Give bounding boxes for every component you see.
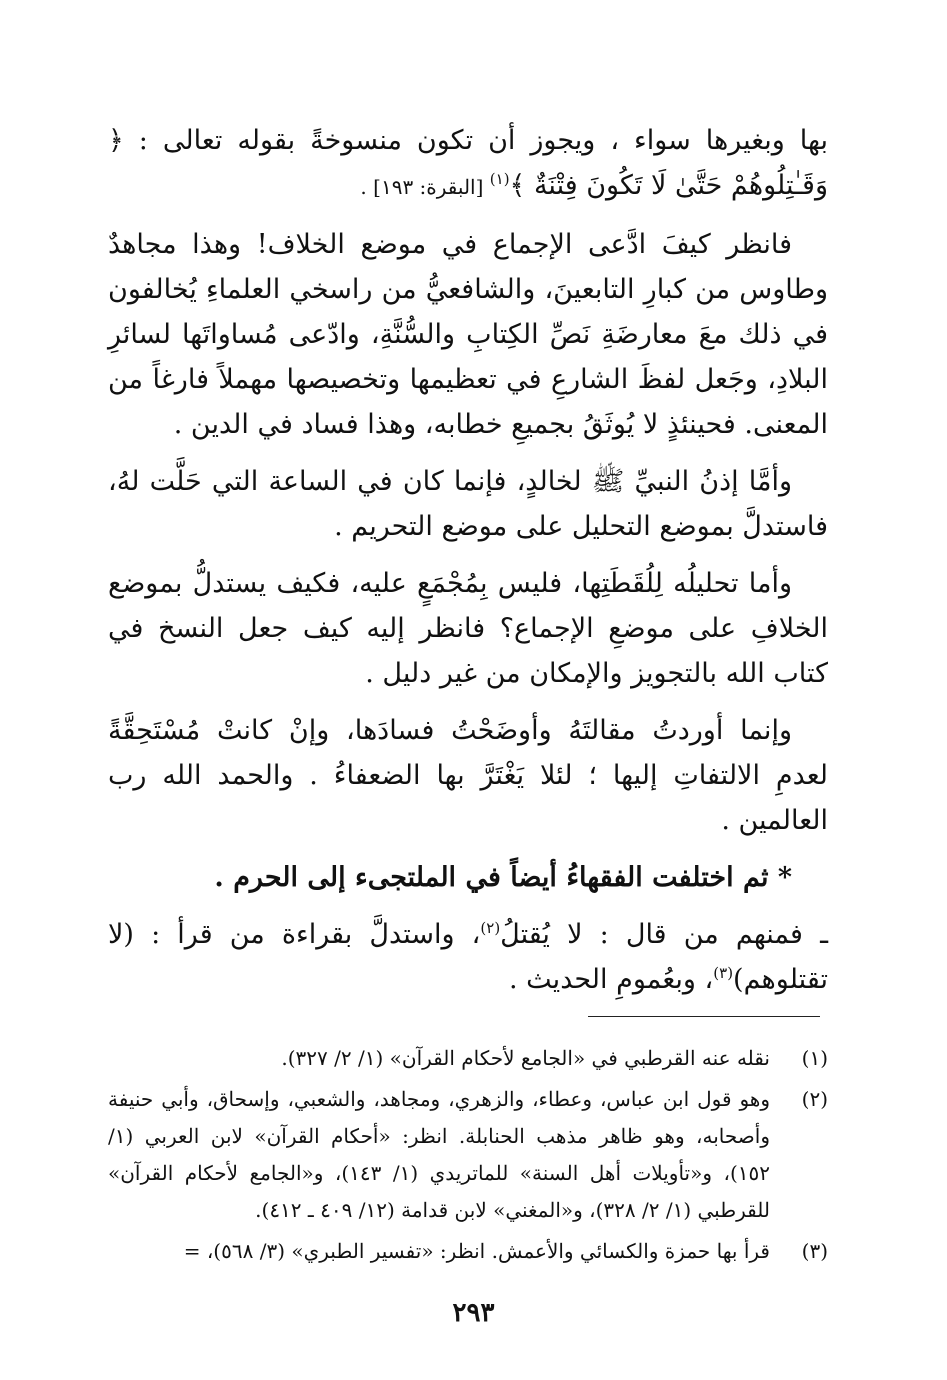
paragraph-2: فانظر كيفَ ادَّعى الإجماع في موضع الخلاف! وهذا مجاهدٌ وطاوس من كبارِ التابعينَ، والشافعيُّ من راسخي العلماءِ يُخالفون في ذلك معَ معارضَةِ نَصِّ الكِتابِ والسُّنَّةِ، وادّعى مُساواتَها لسائرِ البلادِ، وجَعل لفظَ الشارعِ في تعظيمها وتخصيصها مهملاً فارغاً من المعنى. فحينئذٍ لا يُوثَقُ بجميعِ خطابه، وهذا فساد في الدين . [108,229,828,440]
paragraph-5: وإنما أوردتُ مقالتَهُ وأوضَحْتُ فسادَها، وإنْ كانتْ مُسْتَحِقَّةً لعدمِ الالتفاتِ إليها ؛ لئلا يَغْتَرَّ بها الضعفاءُ . والحمد الله رب العالمين . [108,715,828,836]
footnote-3-number: (٣) [801,1239,828,1263]
footnote-1-text: نقله عنه القرطبي في «الجامع لأحكام القرآن» (١/ ٢/ ٣٢٧). [281,1046,770,1070]
footnote-marker-2: (٢) [480,919,501,937]
footnotes [108,1040,828,1274]
paragraph-6-middle: ، واستدلَّ بقراءة من قرأ : (لا تقتلوهم) [108,919,828,995]
quran-reference: [البقرة: ١٩٣] . [360,175,490,199]
footnote-2-text: وهو قول ابن عباس، وعطاء، والزهري، ومجاهد، والشعبي، وإسحاق، وأبي حنيفة وأصحابه، وهو ظاهر مذهب الحنابلة. انظر: «أحكام القرآن» لابن العربي (١/ ١٥٢)، و«تأويلات أهل السنة» للماتريدي (١/ ١٤٣)، و«الجامع لأحكام القرآن» للقرطبي (١/ ٢/ ٣٢٨)، و«المغني» لابن قدامة (١٢/ ٤٠٩ ـ ٤١٢). [108,1087,770,1222]
footnote-marker-1: (١) [489,170,510,188]
paragraph-1-text: بها وبغيرها سواء ، ويجوز أن تكون منسوخةً بقوله تعالى : ﴿ وَقَـٰتِلُوهُمْ حَتَّىٰ لَا تَكُونَ فِتْنَةٌ ﴾ [108,125,828,201]
paragraph-6-end: ، وبعُمومِ الحديث . [509,964,714,995]
paragraph-3: وأمَّا إذنُ النبيِّ ﷺ لخالدٍ، فإنما كان في الساعة التي حَلَّت لهُ، فاستدلَّ بموضع التحليل على موضع التحريم . [108,466,828,542]
page-number: ٢٩٣ [452,1298,495,1328]
footnote-1 [108,1040,828,1077]
paragraph-1 [108,118,828,210]
footnote-marker-3: (٣) [713,964,734,982]
footnote-separator [588,1016,820,1017]
footnote-3 [108,1233,828,1270]
paragraph-6-lead: ـ فمنهم من قال : لا يُقتلُ [500,919,828,950]
main-text [108,118,828,1014]
footnote-2-number: (٢) [801,1087,828,1111]
paragraph-6 [108,912,828,1002]
footnote-1-number: (١) [801,1046,828,1070]
footnote-2 [108,1081,828,1229]
section-heading: * ثم اختلفت الفقهاءُ أيضاً في الملتجىء إلى الحرم . [214,862,792,893]
footnote-3-text: قرأ بها حمزة والكسائي والأعمش. انظر: «تفسير الطبري» (٣/ ٥٦٨)، = [183,1239,770,1263]
paragraph-4: وأما تحليلُه لِلُقَطَتِها، فليس بِمُجْمَعٍ عليه، فكيف يستدلُّ بموضع الخلافِ على موضعِ الإجماع؟ فانظر إليه كيف جعل النسخ في كتاب الله بالتجويز والإمكان من غير دليل . [108,568,828,689]
